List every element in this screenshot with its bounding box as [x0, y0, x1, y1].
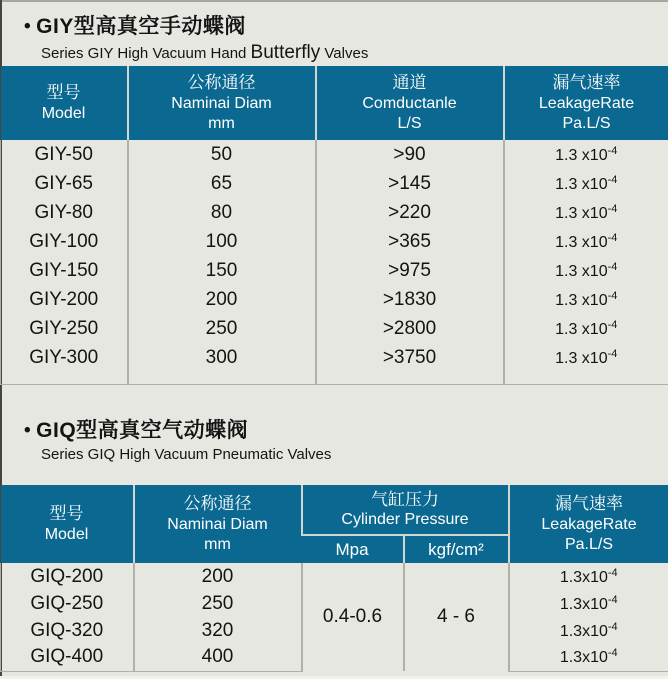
leak-exponent: -4 — [607, 289, 618, 302]
model-cell: GIY-300 — [1, 343, 128, 372]
page-top-edge — [0, 0, 668, 2]
giq-col-cyl-cn: 气缸压力 — [371, 489, 439, 509]
giy-valve-table — [0, 66, 668, 385]
model-cell: GIY-100 — [1, 227, 128, 256]
giy-col-leak-unit: Pa.L/S — [562, 114, 611, 132]
leakage-cell — [509, 563, 668, 590]
model-cell: GIY-50 — [1, 140, 128, 169]
leakage-cell — [504, 256, 668, 285]
table-row — [1, 256, 668, 285]
diam-cell: 80 — [128, 198, 316, 227]
leak-exponent: -4 — [607, 620, 618, 633]
leakage-cell — [504, 343, 668, 372]
leakage-cell — [504, 227, 668, 256]
leak-base: 1.3 x10 — [555, 204, 608, 222]
table-row — [1, 140, 668, 169]
leakage-cell — [504, 198, 668, 227]
table-row — [1, 563, 668, 590]
diam-cell: 400 — [134, 644, 302, 671]
model-cell: GIQ-400 — [1, 644, 134, 671]
conductance-cell: >2800 — [316, 314, 504, 343]
leak-exponent: -4 — [607, 647, 618, 660]
conductance-cell: >3750 — [316, 343, 504, 372]
giy-section-subtitle — [41, 42, 368, 64]
giy-subtitle-suffix: Valves — [320, 45, 369, 62]
giy-col-leak-en: LeakageRate — [538, 94, 635, 112]
spacer-cell — [316, 372, 504, 384]
leak-base: 1.3 x10 — [555, 233, 608, 251]
leak-base: 1.3x10 — [559, 568, 608, 586]
giy-col-diam-en: Naminai Diam — [171, 94, 272, 112]
giy-col-diam — [128, 66, 316, 140]
giq-col-diam-en: Naminai Diam — [167, 515, 268, 533]
leak-base: 1.3 x10 — [555, 291, 608, 309]
giy-subtitle-prefix: Series GIY High Vacuum Hand — [41, 45, 251, 62]
giq-col-leak-unit: Pa.L/S — [564, 535, 614, 553]
giq-col-cyl-en: Cylinder Pressure — [341, 511, 469, 529]
diam-cell: 250 — [128, 314, 316, 343]
leak-exponent: -4 — [607, 347, 618, 360]
giq-col-cylinder-pressure — [302, 485, 509, 535]
leak-base: 1.3 x10 — [555, 262, 608, 280]
model-cell: GIY-200 — [1, 285, 128, 314]
diam-cell: 320 — [134, 617, 302, 644]
table-row — [1, 227, 668, 256]
model-cell: GIQ-200 — [1, 563, 134, 590]
leakage-cell — [504, 285, 668, 314]
diam-cell: 50 — [128, 140, 316, 169]
giy-col-diam-unit: mm — [208, 114, 235, 132]
leakage-cell — [509, 644, 668, 671]
giy-col-model-en: Model — [41, 104, 86, 122]
diam-cell: 250 — [134, 590, 302, 617]
model-cell: GIY-150 — [1, 256, 128, 285]
giy-header-row — [1, 66, 668, 140]
diam-cell: 100 — [128, 227, 316, 256]
table-row — [1, 198, 668, 227]
spacer-cell — [1, 372, 128, 384]
leak-base: 1.3x10 — [559, 622, 608, 640]
leak-base: 1.3 x10 — [555, 146, 608, 164]
leak-exponent: -4 — [607, 144, 618, 157]
kgf-merged-cell: 4 - 6 — [404, 563, 509, 671]
bullet-icon: • — [24, 420, 32, 441]
giy-col-cond-en: Comductanle — [362, 94, 457, 112]
giq-col-leakage — [509, 485, 668, 563]
leak-exponent: -4 — [607, 260, 618, 273]
conductance-cell: >1830 — [316, 285, 504, 314]
bullet-icon: • — [24, 16, 32, 37]
spacer-cell — [128, 372, 316, 384]
giq-section-subtitle: Series GIQ High Vacuum Pneumatic Valves — [41, 446, 332, 463]
leakage-cell — [504, 140, 668, 169]
giq-header-row-1 — [1, 485, 668, 535]
table-row — [1, 314, 668, 343]
giq-col-diam — [134, 485, 302, 563]
giy-col-model — [1, 66, 128, 140]
giq-col-diam-unit: mm — [204, 535, 231, 553]
leakage-cell — [509, 590, 668, 617]
conductance-cell: >975 — [316, 256, 504, 285]
diam-cell: 65 — [128, 169, 316, 198]
model-cell: GIQ-320 — [1, 617, 134, 644]
model-cell: GIQ-250 — [1, 590, 134, 617]
leak-exponent: -4 — [607, 173, 618, 186]
model-cell: GIY-65 — [1, 169, 128, 198]
leak-exponent: -4 — [607, 566, 618, 579]
giq-col-leak-en: LeakageRate — [541, 515, 637, 533]
giq-col-model — [1, 485, 134, 563]
giy-col-cond-cn: 通道 — [392, 73, 427, 93]
giy-col-leak-cn: 漏气速率 — [552, 73, 621, 93]
giy-subtitle-emphasis: Butterfly — [250, 42, 321, 63]
leak-base: 1.3x10 — [559, 649, 608, 667]
giq-col-leak-cn: 漏气速率 — [555, 494, 623, 514]
diam-cell: 300 — [128, 343, 316, 372]
giy-col-conductance — [316, 66, 504, 140]
giq-col-kgf: kgf/cm² — [404, 535, 509, 563]
conductance-cell: >145 — [316, 169, 504, 198]
leakage-cell — [504, 314, 668, 343]
leak-base: 1.3 x10 — [555, 349, 608, 367]
diam-cell: 200 — [128, 285, 316, 314]
spacer-cell — [504, 372, 668, 384]
leak-exponent: -4 — [607, 593, 618, 606]
conductance-cell: >90 — [316, 140, 504, 169]
giq-valve-table — [0, 485, 668, 672]
giq-col-model-cn: 型号 — [49, 504, 84, 524]
diam-cell: 200 — [134, 563, 302, 590]
giy-title-cn: GIY型高真空手动蝶阀 — [36, 15, 246, 38]
table-row — [1, 169, 668, 198]
conductance-cell: >220 — [316, 198, 504, 227]
giq-section-header — [24, 414, 331, 463]
table-bottom-spacer — [1, 372, 668, 384]
leak-base: 1.3 x10 — [555, 175, 608, 193]
giy-col-model-cn: 型号 — [46, 83, 81, 103]
leak-base: 1.3 x10 — [555, 320, 608, 338]
diam-cell: 150 — [128, 256, 316, 285]
leakage-cell — [509, 617, 668, 644]
giq-col-diam-cn: 公称通径 — [183, 494, 252, 514]
giy-col-diam-cn: 公称通径 — [187, 73, 256, 93]
giq-col-model-en: Model — [44, 525, 89, 543]
giy-col-cond-unit: L/S — [397, 114, 422, 132]
mpa-merged-cell: 0.4-0.6 — [302, 563, 404, 671]
giq-col-mpa: Mpa — [302, 535, 404, 563]
giy-section-header — [24, 10, 368, 64]
giy-section-title — [24, 10, 368, 40]
leak-exponent: -4 — [607, 202, 618, 215]
leak-base: 1.3x10 — [559, 595, 608, 613]
table-row — [1, 343, 668, 372]
leak-exponent: -4 — [607, 318, 618, 331]
conductance-cell: >365 — [316, 227, 504, 256]
leak-exponent: -4 — [607, 231, 618, 244]
giq-section-title — [24, 414, 331, 444]
giq-title-cn: GIQ型高真空气动蝶阀 — [36, 419, 249, 442]
table-row — [1, 285, 668, 314]
model-cell: GIY-250 — [1, 314, 128, 343]
giy-col-leakage — [504, 66, 668, 140]
model-cell: GIY-80 — [1, 198, 128, 227]
leakage-cell — [504, 169, 668, 198]
